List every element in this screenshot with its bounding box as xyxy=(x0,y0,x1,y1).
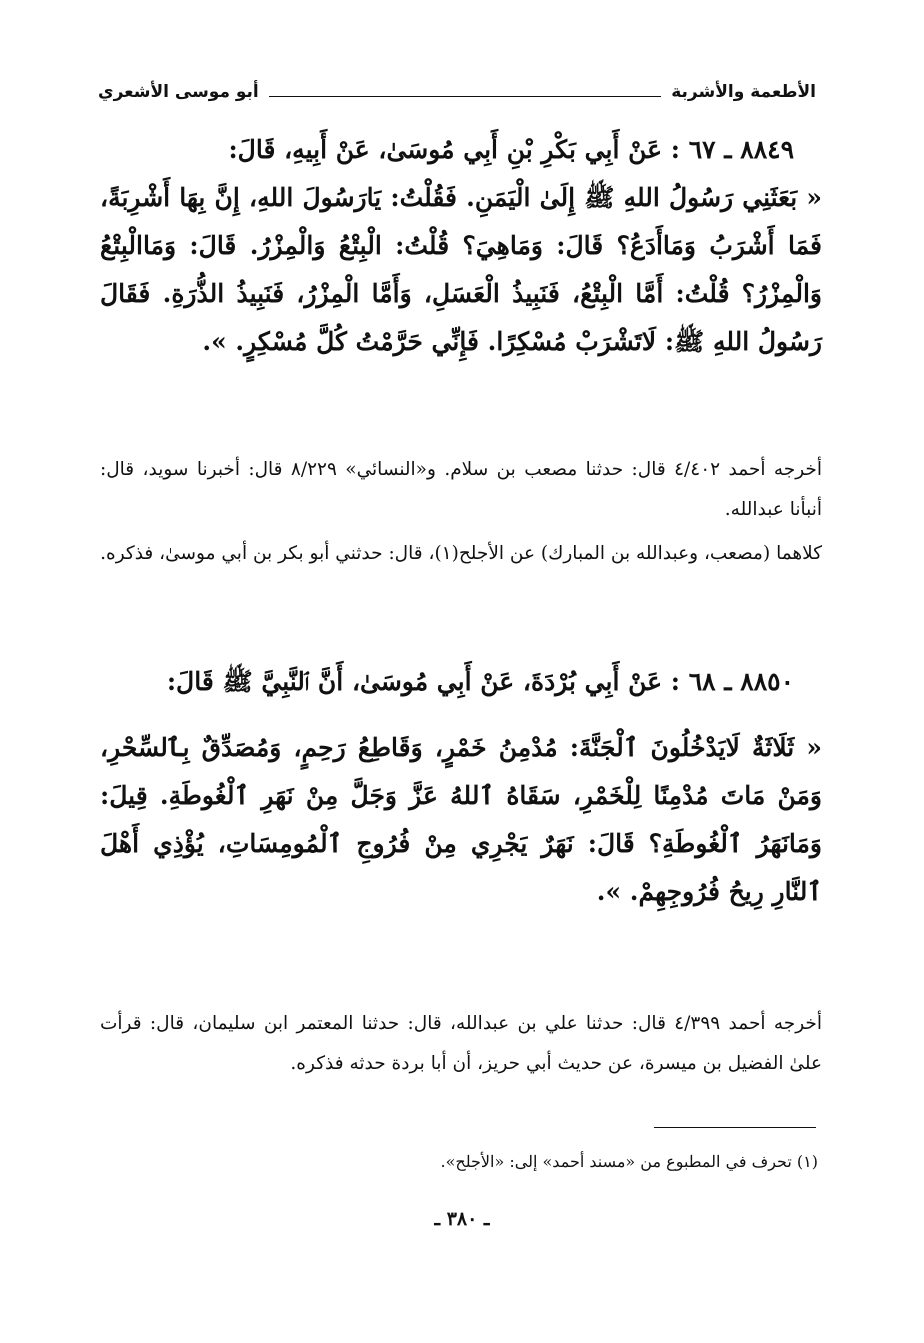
hadith-8849 xyxy=(100,126,822,366)
running-header xyxy=(98,78,816,106)
takhrij-paragraph: أخرجه أحمد ٤/٣٩٩ قال: حدثنا علي بن عبدالله، قال: حدثنا المعتمر ابن سليمان، قال: قرأت علىٰ الفضيل بن ميسرة، عن حديث أبي حريز، أن أبا بردة حدثه فذكره. xyxy=(100,1013,822,1074)
hadith-text: « بَعَثَنِي رَسُولُ اللهِ ﷺ إِلَىٰ الْيَمَنِ. فَقُلْتُ: يَارَسُولَ اللهِ، إِنَّ بِهَا أَشْرِبَةً، فَمَا أَشْرَبُ وَمَاأَدَعُ؟ قَالَ: وَمَاهِيَ؟ قُلْتُ: الْبِتْعُ وَالْمِزْرُ. قَالَ: وَمَاالْبِتْعُ وَالْمِزْرُ؟ قُلْتُ: أَمَّا الْبِتْعُ، فَنَبِيذُ الْعَسَلِ، وَأَمَّا الْمِزْرُ، فَنَبِيذُ الذُّرَةِ. فَقَالَ رَسُولُ اللهِ ﷺ: لَاتَشْرَبْ مُسْكِرًا. فَإِنِّي حَرَّمْتُ كُلَّ مُسْكِرٍ. ». xyxy=(100,183,822,356)
header-rule xyxy=(269,96,661,97)
takhrij-paragraph: كلاهما (مصعب، وعبدالله بن المبارك) عن الأجلح(١)، قال: حدثني أبو بكر بن أبي موسىٰ، فذكره. xyxy=(100,543,822,564)
hadith-text: « ثَلَاثَةٌ لَايَدْخُلُونَ ٱلْجَنَّةَ: مُدْمِنُ خَمْرٍ، وَقَاطِعُ رَحِمٍ، وَمُصَدِّقٌ بِٱلسِّحْرِ، وَمَنْ مَاتَ مُدْمِنًا لِلْخَمْرِ، سَقَاهُ ٱللهُ عَزَّ وَجَلَّ مِنْ نَهَرِ ٱلْغُوطَةِ. قِيلَ: وَمَانَهَرُ ٱلْغُوطَةِ؟ قَالَ: نَهَرٌ يَجْرِي مِنْ فُرُوجِ ٱلْمُومِسَاتِ، يُؤْذِي أَهْلَ ٱلنَّارِ رِيحُ فُرُوجِهِمْ. ». xyxy=(100,733,822,906)
hadith-8850 xyxy=(100,658,822,916)
takhrij-8849 xyxy=(100,450,822,574)
narrator-title: أبو موسى الأشعري xyxy=(98,82,259,102)
chapter-title: الأطعمة والأشربة xyxy=(671,82,816,102)
takhrij-8850 xyxy=(100,1004,822,1084)
hadith-lead: ٨٨٥٠ ـ ٦٨ : عَنْ أَبِي بُرْدَةَ، عَنْ أَبِي مُوسَىٰ، أَنَّ ٱلنَّبِيَّ ﷺ قَالَ: xyxy=(166,667,794,696)
page-number: ـ ٣٨٠ ـ xyxy=(434,1208,490,1230)
footnote: (١) تحرف في المطبوع من «مسند أحمد» إلى: «الأجلح». xyxy=(440,1152,818,1171)
footnote-divider xyxy=(654,1127,816,1128)
hadith-lead: ٨٨٤٩ ـ ٦٧ : عَنْ أَبِي بَكْرِ بْنِ أَبِي مُوسَىٰ، عَنْ أَبِيهِ، قَالَ: xyxy=(228,135,794,164)
takhrij-paragraph: أخرجه أحمد ٤/٤٠٢ قال: حدثنا مصعب بن سلام. و«النسائي» ٨/٢٢٩ قال: أخبرنا سويد، قال: أنبأنا عبدالله. xyxy=(100,459,822,520)
